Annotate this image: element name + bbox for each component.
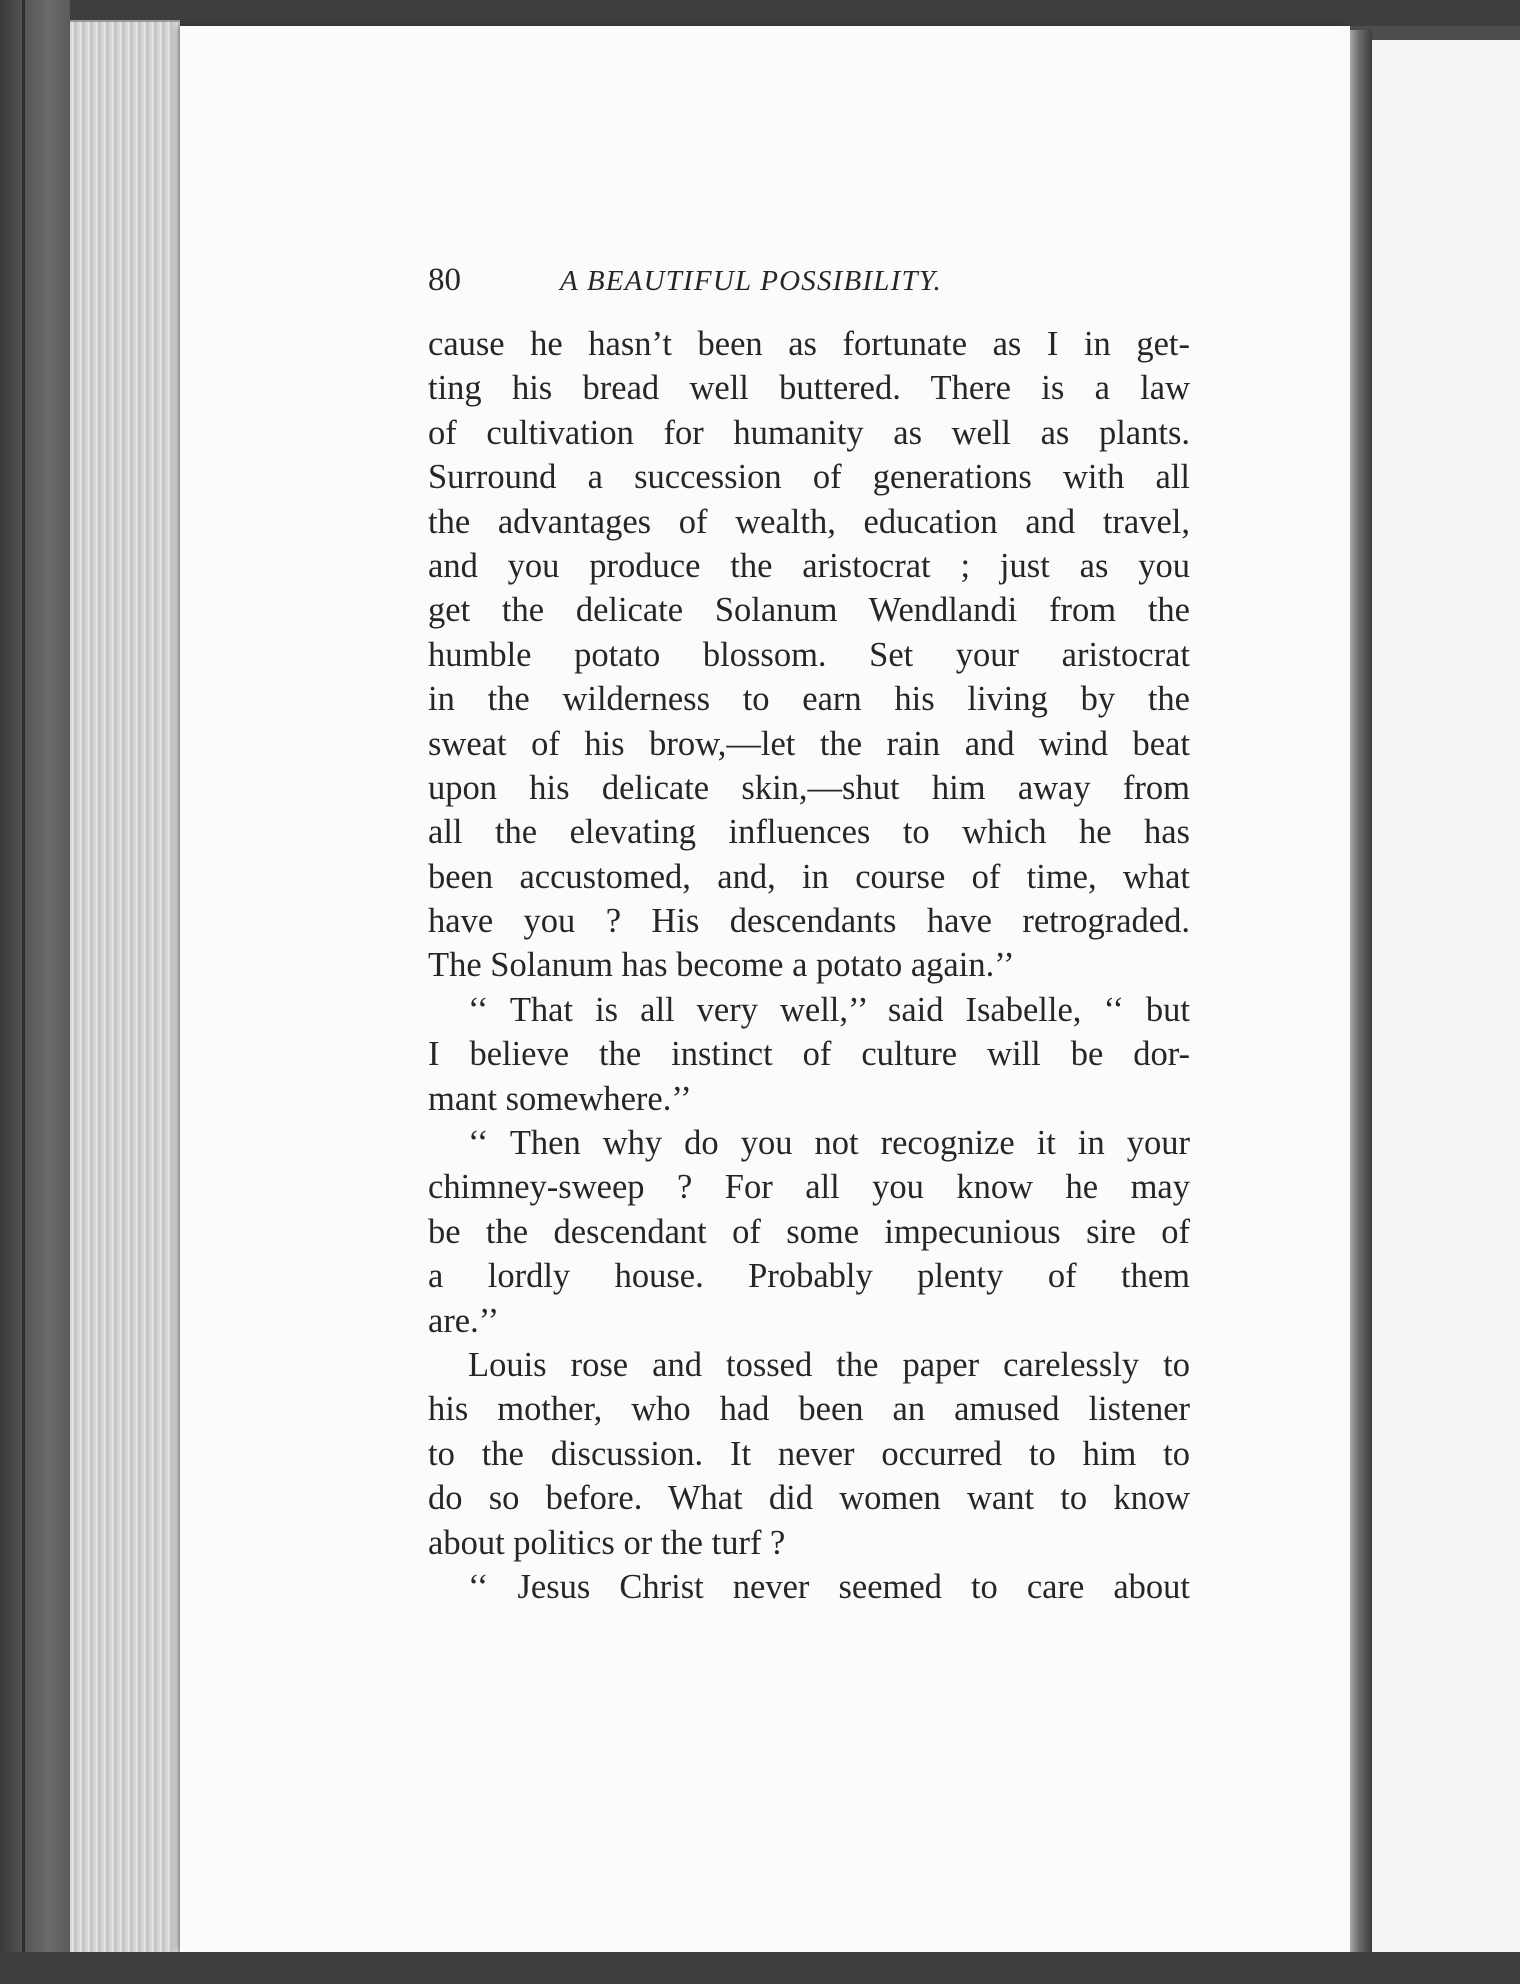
text-line: I believe the instinct of culture will be dor- [428,1035,1190,1074]
text-line: Surround a succession of generations with all [428,458,1190,497]
text-line: are.’’ [428,1301,500,1340]
text-line: ting his bread well buttered. There is a law [428,369,1190,408]
text-line: The Solanum has become a potato again.’’ [428,946,1015,985]
text-line: to the discussion. It never occurred to him to [428,1434,1190,1473]
text-line: upon his delicate skin,—shut him away from [428,768,1190,807]
text-line: in the wilderness to earn his living by the [428,680,1190,719]
text-line: cause he hasn’t been as fortunate as I in get- [428,325,1190,363]
book-cover-edge [0,0,70,1984]
page-edges [70,20,180,1966]
page-number: 80 [428,262,461,298]
text-line: have you ? His descendants have retrograded. [428,902,1190,941]
text-line: and you produce the aristocrat ; just as you [428,546,1190,585]
text-line: be the descendant of some impecunious sire of [428,1212,1190,1251]
text-line: ‘‘ Jesus Christ never seemed to care about [468,1567,1190,1606]
text-line: get the delicate Solanum Wendlandi from the [428,591,1190,630]
page-text [428,258,1190,1609]
text-line: about politics or the turf ? [428,1523,786,1562]
text-line: all the elevating influences to which he has [428,813,1190,852]
text-line: ‘‘ That is all very well,’’ said Isabelle, ‘‘ but [468,990,1190,1029]
text-line: mant somewhere.’’ [428,1079,692,1118]
scan-top-border [0,0,1520,26]
text-line: chimney-sweep ? For all you know he may [428,1168,1190,1207]
scan-bottom-border [0,1952,1520,1984]
text-line: Louis rose and tossed the paper carelessly to [468,1345,1190,1384]
book-gutter [1350,30,1372,1970]
facing-page [1372,40,1520,1984]
text-line: of cultivation for humanity as well as plants. [428,413,1190,452]
page-header [428,258,1190,316]
text-line: sweat of his brow,—let the rain and wind beat [428,724,1190,763]
text-line: the advantages of wealth, education and travel, [428,502,1190,541]
running-head: A BEAUTIFUL POSSIBILITY. [560,265,942,297]
text-line: been accustomed, and, in course of time, what [428,857,1190,896]
text-line: a lordly house. Probably plenty of them [428,1257,1190,1296]
text-line: ‘‘ Then why do you not recognize it in your [468,1124,1190,1163]
text-line: do so before. What did women want to know [428,1479,1190,1518]
text-line: humble potato blossom. Set your aristocrat [428,635,1190,674]
text-line: his mother, who had been an amused listener [428,1390,1190,1429]
